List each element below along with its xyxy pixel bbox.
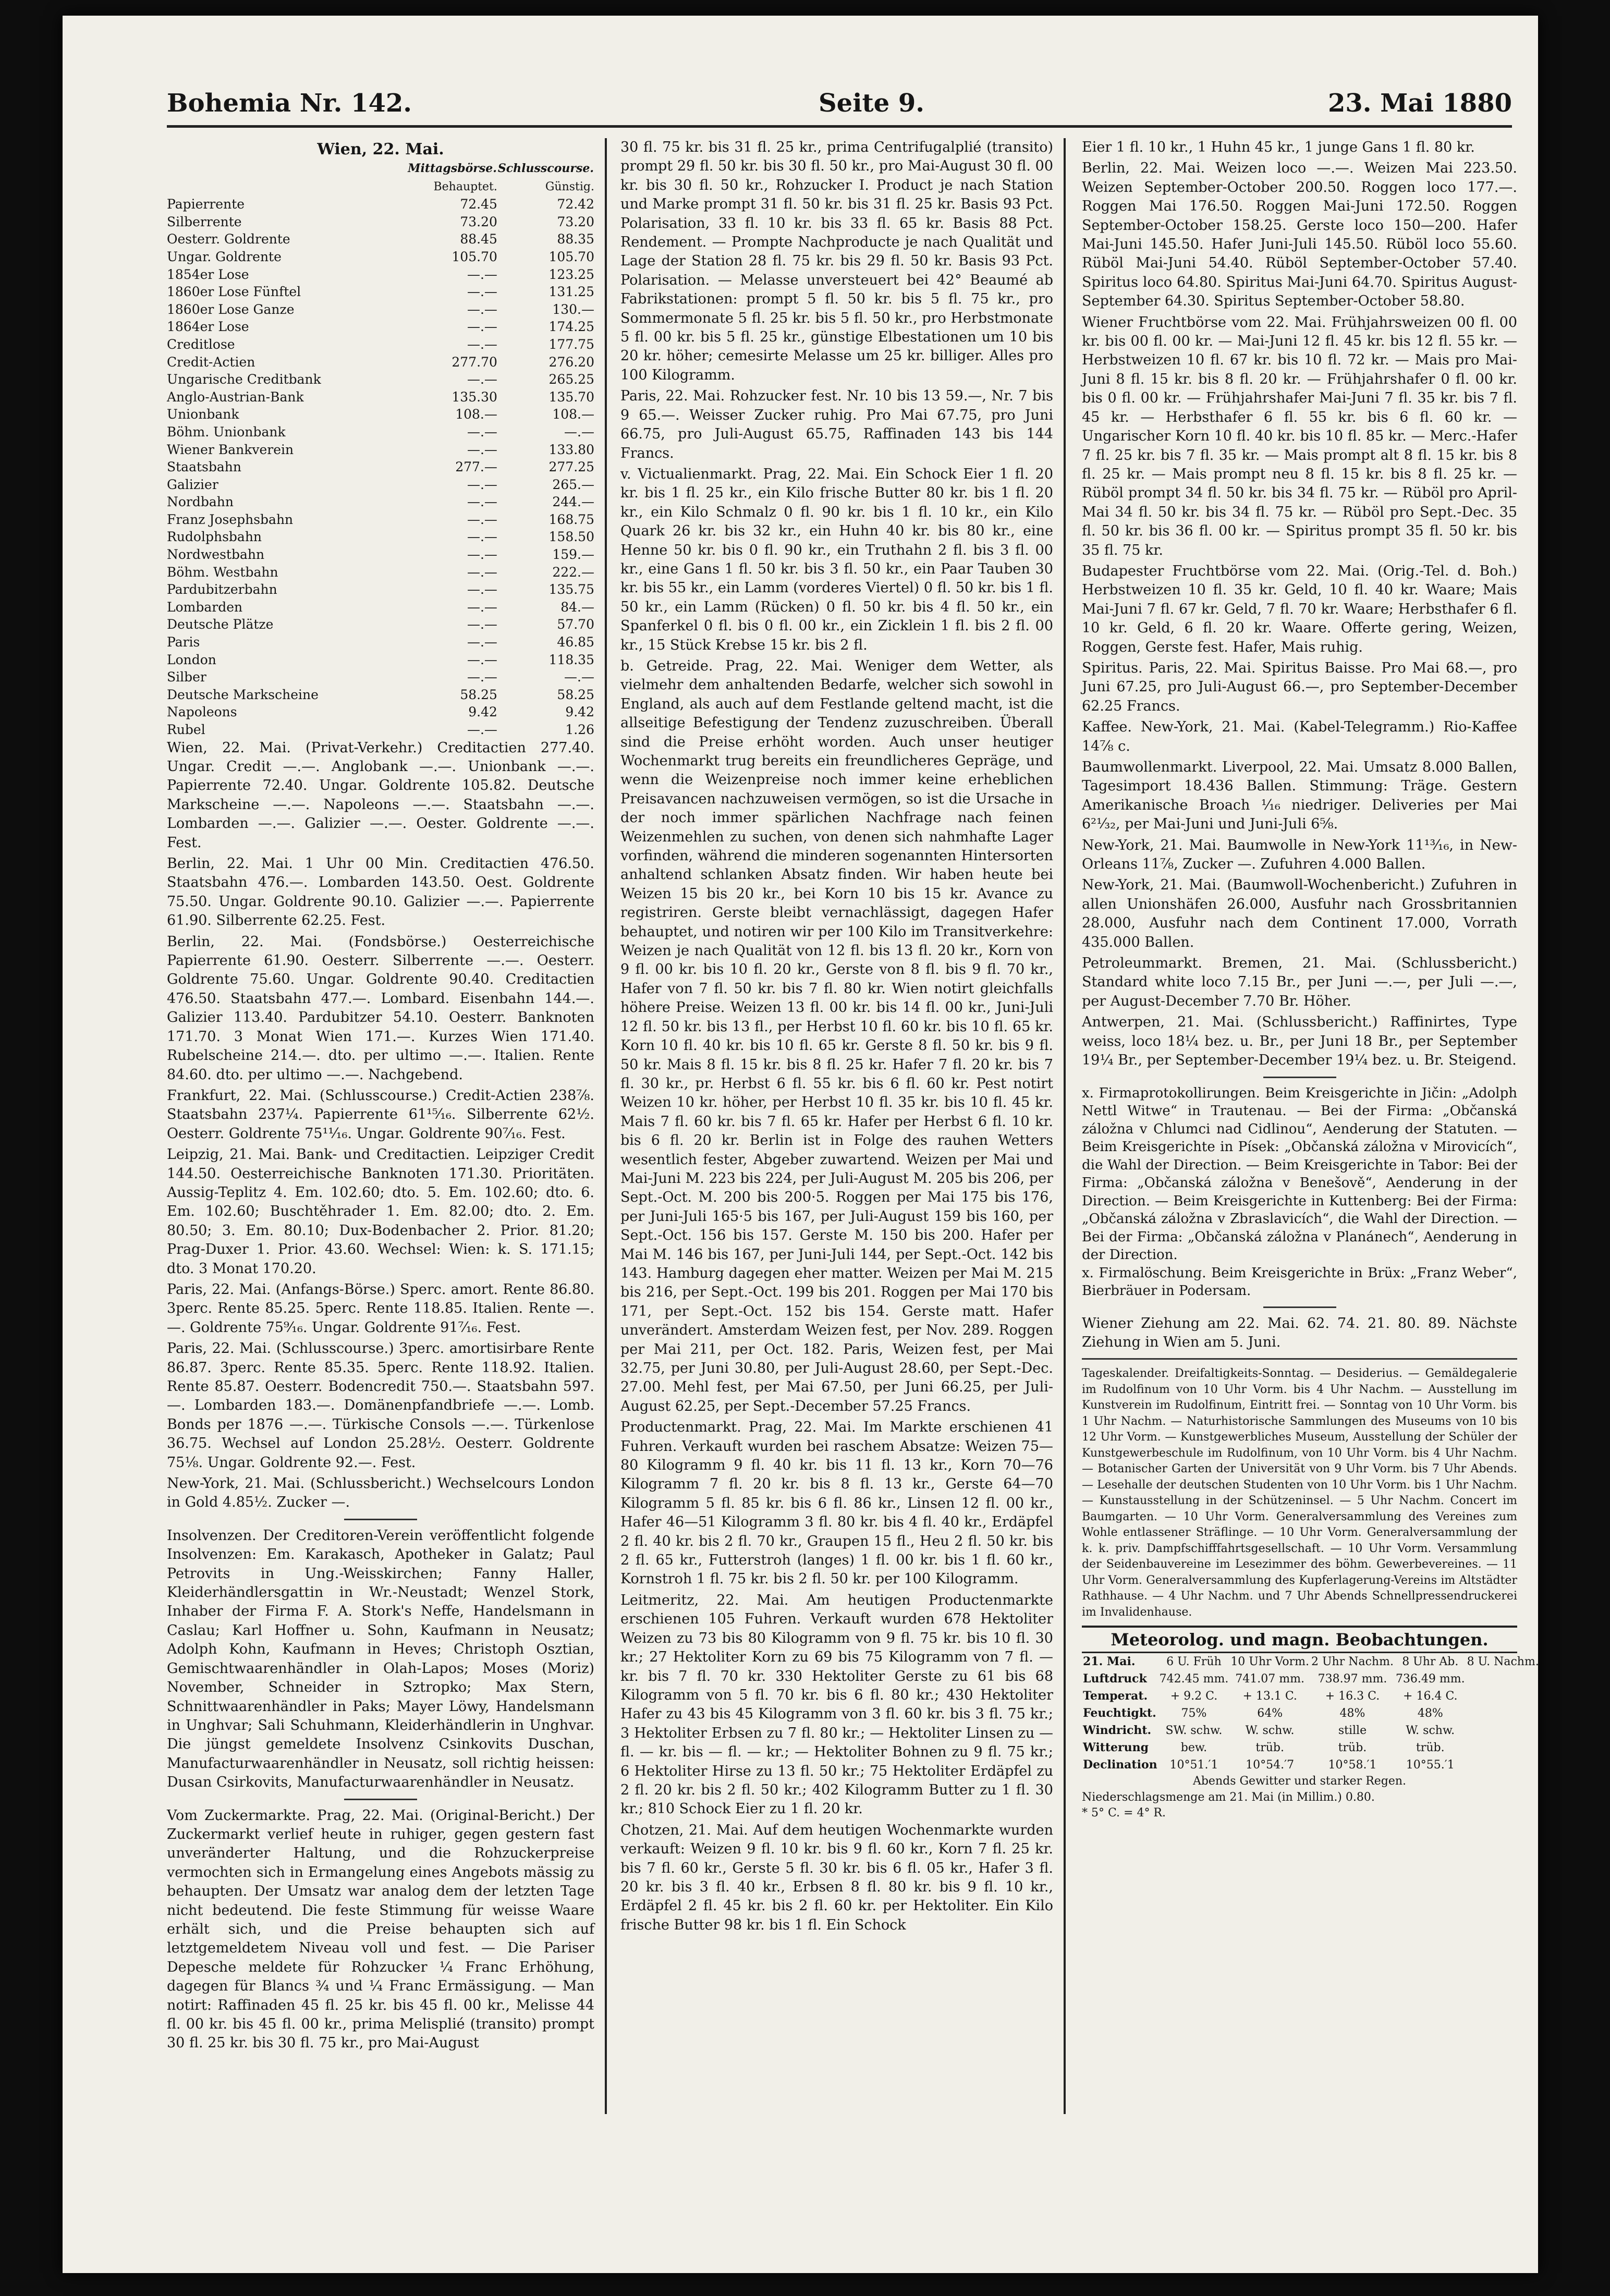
meteo-header-row [1082, 1653, 1540, 1670]
wiener-fruchtboerse: Wiener Fruchtbörse vom 22. Mai. Frühjahrsweizen 00 fl. 00 kr. bis 00 fl. 00 kr. — Mai-Juni 12 fl. 45 kr. bis 12 fl. 55 kr. — Herbstweizen 10 fl. 67 kr. bis 10 fl. 72 kr. — Mais pro Mai-Juni 8 fl. 15 kr. bis 8 fl. 20 kr. — Frühjahrshafer 0 fl. 00 kr. bis 0 fl. 00 kr. — Frühjahrshafer Mai-Juni 7 fl. 35 kr. bis 7 fl. 45 kr. — Herbsthafer 6 fl. 55 kr. bis 6 fl. 60 kr. — Ungarischer Korn 10 fl. 40 kr. bis 10 fl. 85 kr. — Merc.-Hafer 7 fl. 25 kr. bis 7 fl. 35 kr. — Mais prompt alt 8 fl. 15 kr. bis 8 fl. 25 kr. — Mais prompt neu 8 fl. 15 kr. bis 8 fl. 25 kr. — Rüböl prompt 34 fl. 50 kr. bis 34 fl. 75 kr. — Rüböl pro April-Mai 34 fl. 50 kr. bis 34 fl. 75 kr. — Rüböl pro Sept.-Dec. 35 fl. 50 kr. bis 36 fl. 00 kr. — Spiritus prompt 35 fl. 50 kr. bis 35 fl. 75 kr. [1082, 314, 1522, 558]
kurs-value: —.— [467, 336, 497, 352]
kurs-value: —.— [467, 442, 497, 457]
kurs-name: 1860er Lose Ganze [167, 301, 295, 317]
kurs-value: —.— [467, 599, 497, 615]
paragraph: Frankfurt, 22. Mai. (Schlusscourse.) Credit-Actien 238⅞. Staatsbahn 237¼. Papierrente 61¹⁵⁄₁₆. Silberrente 62½. Oesterr. Goldrente 75¹¹⁄₁₆. Ungar. Goldrente 90⁷⁄₁₆. Fest. [167, 1087, 599, 1142]
meteo-cell: bew. [1180, 1741, 1208, 1755]
kurs-value: —.— [467, 634, 497, 650]
kurs-value: 58.25 [557, 687, 594, 702]
divider [344, 1519, 417, 1520]
kurs-name: Silber [167, 669, 206, 685]
kurs-value: 244.— [552, 494, 594, 510]
kurs-row [167, 686, 594, 704]
kurs-name: 1860er Lose Fünftel [167, 284, 301, 300]
getreide-article: b. Getreide. Prag, 22. Mai. Weniger dem Wetter, als vielmehr dem anhaltenden Bedarfe, welcher sich sowohl in England, als auch auf dem Festlande geltend macht, ist die allseitige Befestigung der Tendenz zuzuschreiben. Überall sind die Preise erhöht worden. Auch unser heutiger Wochenmarkt trug bereits ein freundlicheres Gepräge, und wenn die Weizenpreise noch immer keine erheblichen Preisavancen nachzuweisen vermögen, so ist die Ursache in der noch immer spärlichen Nachfrage nach feinen Weizenmehlen zu suchen, von denen sich nahmhafte Lager vorfinden, während die minderen sogenannten Hintersorten anhaltend schlanken Absatz finden. Wir haben heute bei Weizen 15 bis 20 kr., bei Korn 10 bis 15 kr. Avance zu registriren. Gerste bleibt vernachlässigt, dagegen Hafer behauptet, und notiren wir per 100 Kilo im Transitverkehre: Weizen je nach Qualität von 12 fl. bis 13 fl. 20 kr., Korn von 9 fl. 00 kr. bis 10 fl. 20 kr., Gerste von 8 fl. bis 9 fl. 70 kr., Hafer von 7 fl. 50 kr. bis 7 fl. 80 kr. Wien notirt gleichfalls höhere Preise. Weizen 13 fl. 00 kr. bis 14 fl. 00 kr., Juni-Juli 12 fl. 50 kr. bis 13 fl., per Herbst 10 fl. 60 kr. bis 10 fl. 65 kr. Korn 10 fl. 40 kr. bis 10 fl. 65 kr. Gerste 8 fl. 50 kr. bis 9 fl. 50 kr. Mais 8 fl. 15 kr. bis 8 fl. 25 kr. Hafer 7 fl. 20 kr. bis 7 fl. 30 kr., pr. Herbst 6 fl. 55 kr. bis 6 fl. 60 kr. Pest notirt Weizen 10 kr. höher, per Herbst 10 fl. 35 kr. bis 10 fl. 45 kr. Mais 7 fl. 60 kr. bis 7 fl. 65 kr. Hafer per Herbst 6 fl. 10 kr. bis 6 fl. 20 kr. Berlin ist in Folge des rauhen Wetters wesentlich fester, Abgeber zuwartend. Weizen per Mai und Mai-Juni M. 223 bis 224, per Juli-August M. 205 bis 206, per Sept.-Oct. M. 200 bis 200·5. Roggen per Mai 175 bis 176, per Juni-Juli 165·5 bis 167, per Juli-August 159 bis 160, per Sept.-Oct. 156 bis 157. Gerste M. 150 bis 200. Hafer per Mai M. 146 bis 167, per Juni-Juli 144, per Sept.-Oct. 142 bis 143. Hamburg dagegen eher matter. Weizen per Mai M. 215 bis 216, per Sept.-Oct. 199 bis 201. Roggen per Mai 170 bis 171, per Sept.-Oct. 152 bis 154. Gerste matt. Hafer unverändert. Amsterdam Weizen fest, per Nov. 289. Roggen per Mai 211, per Oct. 182. Paris, Weizen fest, per Mai 32.75, per Juni 30.80, per Juli-August 28.60, per Sept.-Dec. 27.00. Mehl fest, per Mai 67.50, per Juni 66.25, per Juli-August 62.25, per Sept.-December 57.25 Francs. [620, 657, 1058, 1414]
meteo-cell [1466, 1739, 1540, 1756]
kurs-value: —.— [467, 547, 497, 563]
wien-head-right: Günstig. [545, 180, 594, 193]
kurs-value: 130.— [552, 301, 594, 317]
meteo-cell: 10°51.′1 [1169, 1758, 1218, 1772]
kurs-name: Böhm. Unionbank [167, 424, 286, 439]
kurs-value: 277.70 [452, 354, 497, 370]
kurs-value: —.— [467, 494, 497, 510]
kurs-value: 131.25 [548, 284, 594, 300]
budapester-fruchtboerse: Budapester Fruchtbörse vom 22. Mai. (Orig.-Tel. d. Boh.) Herbstweizen 10 fl. 35 kr. Geld, 10 fl. 40 kr. Waare; Mais Mai-Juni 7 fl. 67 kr. Geld, 7 fl. 70 kr. Waare; Herbsthafer 6 fl. 10 kr. Geld, 6 fl. 20 kr. Waare. Offerte gering, Weizen, Roggen, Gerste fest. Hafer, Mais ruhig. [1082, 563, 1522, 655]
footnote: * 5° C. = 4° R. [1082, 1806, 1166, 1820]
kurs-value: 72.42 [557, 197, 594, 212]
paragraph: Leipzig, 21. Mai. Bank- und Creditactien. Leipziger Credit 144.50. Oesterreichische Banknoten 171.30. Prioritäten. Aussig-Teplitz 4. Em. 102.60; dto. 5. Em. 102.60; dto. 6. Em. 102.60; Buschtěhrader 1. Em. 82.00; dto. 2. Em. 80.50; 3. Em. 80.10; Dux-Bodenbacher 2. Prior. 81.20; Prag-Duxer 1. Prior. 43.60. Wechsel: Wien: k. S. 171.15; dto. 3 Monat 170.20. [167, 1146, 599, 1277]
kurs-value: 276.20 [548, 354, 594, 370]
paragraph: Berlin, 22. Mai. (Fondsbörse.) Oesterreichische Papierrente 61.90. Oesterr. Silberrente —.—. Oesterr. Goldrente 75.60. Ungar. Goldrente 90.40. Creditactien 476.50. Staatsbahn 477.—. Lombard. Eisenbahn 144.—. Galizier 113.40. Pardubitzer 54.10. Oesterr. Banknoten 171.70. 3 Monat Wien 171.—. Kurzes Wien 171.40. Rubelscheine 214.—. dto. per ultimo —.—. Italien. Rente 84.60. dto. per ultimo —.—. Nachgebend. [167, 933, 599, 1083]
kurs-row [167, 581, 594, 599]
paragraph: Paris, 22. Mai. (Anfangs-Börse.) Sperc. amort. Rente 86.80. 3perc. Rente 85.25. 5perc. Rente 118.85. Italien. Rente —.—. Goldrente 75⁹⁄₁₆. Ungar. Goldrente 91⁷⁄₁₆. Fest. [167, 1281, 599, 1336]
kurs-value: —.— [467, 652, 497, 667]
kurs-name: Ungarische Creditbank [167, 372, 321, 387]
kurs-row [167, 651, 594, 669]
masthead-issue: Bohemia Nr. 142. [167, 89, 412, 118]
kurs-value: 222.— [552, 564, 594, 580]
meteo-rows [1082, 1670, 1540, 1774]
kurs-value: 9.42 [468, 704, 497, 720]
kurs-row [167, 196, 594, 213]
kurs-value: 118.35 [548, 652, 594, 667]
kurs-row [167, 423, 594, 441]
kurs-name: Silberrente [167, 214, 242, 229]
kurs-row [167, 371, 594, 388]
kurs-value: 58.25 [460, 687, 497, 702]
kurs-row [167, 336, 594, 353]
kurs-value: 135.30 [452, 389, 497, 405]
meteo-cell: 742.45 mm. [1159, 1672, 1229, 1686]
productenmarkt: Productenmarkt. Prag, 22. Mai. Im Markte erschienen 41 Fuhren. Verkauft wurden bei raschem Absatze: Weizen 75—80 Kilogramm 9 fl. 40 kr. bis 11 fl. 13 kr., Korn 70—76 Kilogramm 7 fl. 20 kr. bis 8 fl. 13 kr., Gerste 64—70 Kilogramm 5 fl. 85 kr. bis 6 fl. 86 kr., Linsen 12 fl. 00 kr., Hafer 46—51 Kilogramm 3 fl. 80 kr. bis 4 fl. 40 kr., Erdäpfel 2 fl. 40 kr. bis 2 fl. 70 kr., Graupen 15 fl., Heu 2 fl. 50 kr. bis 2 fl. 65 kr., Futterstroh (langes) 1 fl. 00 kr. bis 1 fl. 60 kr., Kornstroh 1 fl. 75 kr. bis 2 fl. 50 kr. per 100 Kilogramm. [620, 1419, 1058, 1587]
kurs-value: —.— [467, 372, 497, 387]
meteo-cell: Windricht. [1083, 1724, 1152, 1738]
kurs-row [167, 213, 594, 231]
kurs-name: Böhm. Westbahn [167, 564, 278, 580]
meteo-cell: stille [1338, 1724, 1367, 1738]
kurs-row [167, 406, 594, 423]
kurs-name: 1864er Lose [167, 319, 249, 335]
kurs-row [167, 441, 594, 459]
kurs-value: —.— [467, 284, 497, 300]
kurs-row [167, 599, 594, 616]
meteo-cell: W. schw. [1406, 1724, 1455, 1738]
meteo-cell: + 16.4 C. [1403, 1690, 1458, 1703]
meteo-cell: Declination [1083, 1758, 1157, 1772]
masthead-date: 23. Mai 1880 [1328, 89, 1512, 118]
kurs-value: —.— [467, 301, 497, 317]
kurs-value: 88.35 [557, 231, 594, 247]
kurs-value: 135.70 [548, 389, 594, 405]
kurs-name: Creditlose [167, 336, 235, 352]
kurs-value: 265.25 [548, 372, 594, 387]
divider [1263, 1306, 1336, 1308]
paragraph: Paris, 22. Mai. (Schlusscourse.) 3perc. amortisirbare Rente 86.87. 3perc. Rente 85.35. 5perc. Rente 118.92. Italien. Rente 85.87. Oesterr. Bodencredit 750.—. Staatsbahn 597.—. Lombarden 183.—. Domänenpfandbriefe —.—. Lomb. Bonds per 1876 —.—. Türkische Consols —.—. Türkenlose 36.75. Wechsel auf London 25.28½. Oesterr. Goldrente 75⅛. Ungar. Goldrente 92.—. Fest. [167, 1340, 599, 1471]
meteo-cell: + 13.1 C. [1242, 1690, 1297, 1703]
kurs-name: Rudolphsbahn [167, 529, 262, 545]
divider [1263, 1077, 1336, 1078]
kurs-value: —.— [467, 669, 497, 685]
kurs-value: 88.45 [460, 231, 497, 247]
kurs-value: —.— [467, 617, 497, 632]
baumwollenmarkt: Baumwollenmarkt. Liverpool, 22. Mai. Umsatz 8.000 Ballen, Tagesimport 18.436 Ballen. Stimmung: Träge. Gestern Amerikanische Broach ⅟₁₆ niedriger. Deliveries per Mai 6²¹⁄₃₂, per Mai-Juni und Juni-Juli 6⅝. [1082, 759, 1522, 833]
meteo-head-cell: 2 Uhr Nachm. [1311, 1655, 1394, 1669]
tageskalender: Tageskalender. Dreifaltigkeits-Sonntag. — Desiderius. — Gemäldegalerie im Rudolfinum von 10 Uhr Vorm. bis 4 Uhr Nachm. — Ausstellung im Kunstverein im Rudolfinum, Eintritt frei. — Sonntag von 10 Uhr Vorm. bis 1 Uhr Nachm. — Naturhistorische Sammlungen des Museums von 10 bis 12 Uhr Vorm. — Kunstgewerbliches Museum, Ausstellung der Schüler der Kunstgewerbeschule im Rudolfinum, von 10 Uhr Vorm. bis 4 Uhr Nachm. — Botanischer Garten der Universität von 9 Uhr Vorm. bis 7 Uhr Abends. — Lesehalle der deutschen Studenten von 10 Uhr Vorm. bis 1 Uhr Nachm. — Kunstausstellung in der Schützeninsel. — 5 Uhr Nachm. Concert im Baumgarten. — 10 Uhr Vorm. Generalversammlung des Vereines zum Wohle entlassener Sträflinge. — 10 Uhr Vorm. Generalversammlung der k. k. priv. Dampfschifffahrtsgesellschaft. — 10 Uhr Vorm. Versammlung der Seidenbauvereine im Lesezimmer des böhm. Gewerbevereines. — 11 Uhr Vorm. Generalversammlung des Kupferlagerung-Vereins im Altstädter Rathhause. — 4 Uhr Nachm. und 7 Uhr Abends Schnellpressendruckerei im Invalidenhause. [1082, 1367, 1521, 1619]
meteo-cell [1466, 1705, 1540, 1722]
newyork-baumwolle: New-York, 21. Mai. Baumwolle in New-York 11¹³⁄₁₆, in New-Orleans 11⅞, Zucker —. Zufuhren 4.000 Ballen. [1082, 837, 1517, 873]
kurs-name: Nordbahn [167, 494, 234, 510]
kurs-value: 133.80 [548, 442, 594, 457]
kurs-value: —.— [467, 477, 497, 492]
kurs-name: Credit-Actien [167, 354, 255, 370]
kurs-row [167, 266, 594, 284]
kurs-row [167, 564, 594, 581]
meteo-cell: Temperat. [1083, 1689, 1148, 1703]
kurs-value: 1.26 [565, 722, 594, 737]
kurs-value: 46.85 [557, 634, 594, 650]
paragraph: Berlin, 22. Mai. 1 Uhr 00 Min. Creditactien 476.50. Staatsbahn 476.—. Lombarden 143.50. Oest. Goldrente 75.50. Ungar. Goldrente 90.10. Galizier —.—. Papierrente 61.90. Silberrente 62.25. Fest. [167, 856, 599, 929]
meteo-cell: + 16.3 C. [1325, 1690, 1380, 1703]
kurs-value: 105.70 [548, 249, 594, 264]
meteo-cell [1466, 1688, 1540, 1705]
meteo-cell: 48% [1339, 1707, 1365, 1720]
kurs-row [167, 721, 594, 739]
meteo-cell: trüb. [1338, 1741, 1367, 1755]
column-2 [620, 138, 1058, 2119]
meteo-cell: trüb. [1416, 1741, 1445, 1755]
kurs-name: Rubel [167, 722, 205, 737]
meteo-cell: 738.97 mm. [1318, 1672, 1387, 1686]
kurs-row [167, 511, 594, 529]
kurs-name: Pardubitzerbahn [167, 582, 277, 597]
meteo-cell: 64% [1257, 1707, 1283, 1720]
wien-sub-right: Schlusscourse. [497, 162, 594, 175]
kurs-row [167, 546, 594, 564]
meteo-cell: 736.49 mm. [1395, 1672, 1465, 1686]
kurs-row [167, 633, 594, 651]
kurs-name: Wiener Bankverein [167, 442, 294, 457]
meteo-row [1082, 1705, 1540, 1722]
kurs-value: —.— [467, 511, 497, 527]
kurs-name: Lombarden [167, 599, 243, 615]
kurs-value: —.— [467, 564, 497, 580]
column-1 [167, 138, 599, 2109]
kurs-row [167, 230, 594, 248]
meteo-cell [1466, 1670, 1540, 1688]
kurs-row [167, 318, 594, 336]
zucker-article: Vom Zuckermarkte. Prag, 22. Mai. (Original-Bericht.) Der Zuckermarkt verlief heute in ruhiger, gegen gestern fast unveränderter Haltung, und die Rohzuckerpreise vermochten sich in Ermangelung eines Angebots mässig zu behaupten. Der Umsatz war analog dem der letzten Tage nicht bedeutend. Die feste Stimmung für weisse Waare erhält sich, und die Preise behaupten sich auf letztgemeldetem Niveau voll und fest. — Die Pariser Depesche meldete für Rohzucker ¼ Franc Erhöhung, dagegen für Blancs ¾ und ¼ Franc Ermässigung. — Man notirt: Raffinaden 45 fl. 25 kr. bis 45 fl. 00 kr., Melisse 44 fl. 00 kr. bis 45 fl. 00 kr., prima Melisplié (transito) prompt 30 fl. 25 kr. bis 30 fl. 75 kr., pro Mai-August [167, 1807, 599, 2051]
meteo-table [1082, 1653, 1540, 1774]
kurs-name: Papierrente [167, 197, 245, 212]
kurs-value: —.— [467, 529, 497, 545]
meteo-head-cell: 10 Uhr Vorm. [1230, 1655, 1310, 1669]
paragraph: New-York, 21. Mai. (Schlussbericht.) Wechselcours London in Gold 4.85½. Zucker —. [167, 1475, 599, 1511]
kaffee: Kaffee. New-York, 21. Mai. (Kabel-Telegramm.) Rio-Kaffee 14⅞ c. [1082, 719, 1522, 754]
kurs-value: 159.— [552, 547, 594, 563]
kurs-row [167, 528, 594, 546]
firmenloeschung: x. Firmalöschung. Beim Kreisgerichte in Brüx: „Franz Weber“, Bierbräuer in Podersam. [1082, 1265, 1522, 1299]
spiritus: Spiritus. Paris, 22. Mai. Spiritus Baisse. Pro Mai 68.—, pro Juni 67.25, pro Juli-August 66.—, pro September-December 62.25 Francs. [1082, 660, 1522, 714]
kurs-value: 105.70 [452, 249, 497, 264]
wiener-ziehung: Wiener Ziehung am 22. Mai. 62. 74. 21. 80. 89. Nächste Ziehung in Wien am 5. Juni. [1082, 1315, 1522, 1350]
meteo-row [1082, 1739, 1540, 1756]
meteo-row [1082, 1756, 1540, 1774]
meteo-head-cell: 8 Uhr Ab. [1402, 1655, 1459, 1669]
meteo-cell: 10°54.′7 [1246, 1758, 1295, 1772]
meteo-note: Abends Gewitter und starker Regen. [1192, 1775, 1407, 1788]
kurs-name: London [167, 652, 216, 667]
kurs-name: Oesterr. Goldrente [167, 231, 290, 247]
kurs-name: Staatsbahn [167, 459, 241, 475]
kurs-value: —.— [564, 424, 594, 439]
zucker-article-cont: 30 fl. 75 kr. bis 31 fl. 25 kr., prima Centrifugalplié (transito) prompt 29 fl. 50 kr. bis 30 fl. 50 kr., pro Mai-August 30 fl. 00 kr. bis 30 fl. 50 kr., Rohzucker I. Product je nach Station und Marke prompt 31 fl. 50 kr. bis 31 fl. 25 kr. Basis 93 Pct. Polarisation, 33 fl. 10 kr. bis 33 fl. 65 kr. Basis 88 Pct. Rendement. — Prompte Nachproducte je nach Qualität und Lage der Station 28 fl. 75 kr. bis 29 fl. 50 kr. Basis 93 Pct. Polarisation. — Melasse unversteuert bei 42° Beaumé ab Fabrikstationen: prompt 5 fl. 50 kr. bis 5 fl. 75 kr., pro Sommermonate 5 fl. 25 kr. bis 5 fl. 50 kr., pro Herbstmonate 5 fl. 00 kr. bis 5 fl. 25 kr., günstige Elbestationen um 10 bis 20 kr. höher; cemesirte Melasse um 25 kr. billiger. Alles pro 100 Kilogramm. [620, 139, 1058, 383]
meteo-cell: 10°58.′1 [1328, 1758, 1377, 1772]
paragraph: Wien, 22. Mai. (Privat-Verkehr.) Creditactien 277.40. Ungar. Credit —.—. Anglobank —.—. Unionbank —.—. Papierrente 72.40. Ungar. Goldrente 105.82. Deutsche Markscheine —.—. Napoleons —.—. Staatsbahn —.—. Lombarden —.—. Galizier —.—. Oester. Goldrente —.—. Fest. [167, 739, 599, 851]
kurs-name: Ungar. Goldrente [167, 249, 282, 264]
kurs-name: Deutsche Markscheine [167, 687, 319, 702]
kurs-row [167, 476, 594, 494]
kurs-value: 277.25 [548, 459, 594, 475]
kurs-row [167, 616, 594, 633]
antwerpen: Antwerpen, 21. Mai. (Schlussbericht.) Raffinirtes, Type weiss, loco 18¼ bez. u. Br., per Juni 18 Br., per September 19¼ Br., per September-December 19¼ bez. u. Br. Steigend. [1082, 1014, 1522, 1069]
kurs-name: Anglo-Austrian-Bank [167, 389, 304, 405]
kurs-row [167, 248, 594, 266]
leitmeritz-article: Leitmeritz, 22. Mai. Am heutigen Productenmarkte erschienen 105 Fuhren. Verkauft wurden 678 Hektoliter Weizen zu 73 bis 80 Kilogramm von 9 fl. 75 kr. bis 10 fl. 30 kr.; 27 Hektoliter Korn zu 69 bis 75 Kilogramm von 7 fl. — kr. bis 7 fl. 70 kr. 330 Hektoliter Gerste zu 61 bis 68 Kilogramm von 5 fl. 70 kr. bis 6 fl. 80 kr.; 430 Hektoliter Hafer zu 43 bis 45 Kilogramm von 3 fl. 60 kr. bis 3 fl. 75 kr.; 3 Hektoliter Erbsen zu 7 fl. 80 kr.; — Hektoliter Linsen zu — fl. — kr. bis — fl. — kr.; — Hektoliter Bohnen zu 9 fl. 75 kr.; 6 Hektoliter Hirse zu 13 fl. 50 kr.; 75 Hektoliter Erdäpfel zu 2 fl. 20 kr. bis 2 fl. 50 kr.; 402 Kilogramm Butter zu 1 fl. 30 kr.; 810 Schock Eier zu 1 fl. 20 kr. [620, 1592, 1058, 1817]
wien-kurs-table [167, 160, 594, 739]
meteo-row [1082, 1670, 1540, 1688]
column-rule [1064, 138, 1066, 2114]
kurs-name: Nordwestbahn [167, 547, 265, 563]
kurs-value: 57.70 [557, 617, 594, 632]
meteo-cell: W. schw. [1245, 1724, 1295, 1738]
kurs-row [167, 668, 594, 686]
kurs-value: —.— [467, 582, 497, 597]
meteo-cell: 741.07 mm. [1235, 1672, 1304, 1686]
kurs-name: Napoleons [167, 704, 237, 720]
victualienmarkt: v. Victualienmarkt. Prag, 22. Mai. Ein Schock Eier 1 fl. 20 kr. bis 1 fl. 25 kr., ein Kilo frische Butter 80 kr. bis 1 fl. 20 kr., ein Kilo Schmalz 0 fl. 90 kr. bis 1 fl. 10 kr., ein Kilo Quark 26 kr. bis 32 kr., ein Huhn 40 kr. bis 80 kr., eine Henne 50 kr. bis 0 fl. 90 kr., ein Truthahn 2 fl. bis 3 fl. 00 kr., eine Gans 1 fl. 50 kr. bis 3 fl. 50 kr., ein Paar Tauben 30 kr. bis 55 kr., ein Lamm (vorderes Viertel) 0 fl. 50 kr. bis 1 fl. 50 kr., ein Lamm (Rücken) 0 fl. 50 kr. bis 4 fl. 50 kr., ein Spanferkel 0 fl. bis 0 fl. 00 kr., ein Zicklein 1 fl. bis 2 fl. 00 kr., 15 Stück Krebse 15 kr. bis 2 fl. [620, 466, 1058, 653]
kurs-name: Galizier [167, 477, 218, 492]
kurs-value: 177.75 [548, 336, 594, 352]
kurs-value: 123.25 [548, 266, 594, 282]
meteo-cell: SW. schw. [1165, 1724, 1223, 1738]
kurs-name: Paris [167, 634, 200, 650]
insolvenzen-article: Insolvenzen. Der Creditoren-Verein veröffentlicht folgende Insolvenzen: Em. Karakasch, Apotheker in Galatz; Paul Petrovits in Ung.-Weisskirchen; Fanny Haller, Kleiderhändlersgattin in Wr.-Neustadt; Wenzel Stork, Inhaber der Firma F. A. Stork's Neffe, Handelsmann in Caslau; Karl Hoffner u. Sohn, Kaufmann in Neusatz; Adolph Kohn, Kaufmann in Heves; Christoph Osztian, Gemischtwaarenhändler in Olah-Lapos; Moses (Moriz) November, Schneider in Sztropko; Max Stern, Schnittwaarenhändler in Paks; Mayer Löwy, Handelsmann in Unghvar; Sali Schuhmann, Kleiderhändlerin in Unghvar. Die jüngst gemeldete Insolvenz Csinkovits Duschan, Manufacturwaarenhändler in Neusatz, soll richtig heissen: Dusan Csirkovits, Manufacturwaarenhändler in Neusatz. [167, 1527, 599, 1791]
kurs-value: 265.— [552, 477, 594, 492]
berlin-getreide: Berlin, 22. Mai. Weizen loco —.—. Weizen Mai 223.50. Weizen September-October 200.50. Roggen loco 177.—. Roggen Mai 176.50. Roggen Mai-Juni 172.50. Roggen September-October 158.25. Gerste loco 150—200. Hafer Mai-Juni 145.50. Hafer Juni-Juli 145.50. Rüböl loco 55.60. Rüböl Mai-Juni 54.40. Rüböl September-October 57.40. Spiritus loco 64.80. Spiritus Mai-Juni 64.70. Spiritus August-September 64.30. Spiritus September-October 58.80. [1082, 160, 1522, 310]
paris-zucker: Paris, 22. Mai. Rohzucker fest. Nr. 10 bis 13 59.—, Nr. 7 bis 9 65.—. Weisser Zucker ruhig. Pro Mai 67.75, pro Juni 66.75, pro Juli-August 65.75, Raffinaden 143 bis 144 Francs. [620, 388, 1058, 461]
kurs-row [167, 493, 594, 511]
kurs-value: 135.75 [548, 582, 594, 597]
kurs-value: —.— [467, 424, 497, 439]
meteo-cell [1466, 1722, 1540, 1739]
meteo-cell: 75% [1181, 1707, 1207, 1720]
petroleummarkt: Petroleummarkt. Bremen, 21. Mai. (Schlussbericht.) Standard white loco 7.15 Br., per Juni —.—, per Juli —.—, per August-December 7.70 Br. Höher. [1082, 955, 1522, 1009]
kurs-row [167, 283, 594, 301]
kurs-value: 9.42 [565, 704, 594, 720]
meteo-head-cell: 8 U. Nachm. [1467, 1655, 1539, 1669]
wien-sub-left: Mittagsbörse. [408, 162, 497, 175]
meteo-title: Meteorolog. und magn. Beobachtungen. [1082, 1626, 1517, 1653]
wien-title: Wien, 22. Mai. [317, 140, 444, 158]
meteo-row [1082, 1722, 1540, 1739]
kurs-value: 277.— [455, 459, 497, 475]
kurs-value: —.— [467, 266, 497, 282]
kurs-value: 108.— [455, 407, 497, 422]
wien-head-left: Behauptet. [433, 180, 497, 193]
kurs-row [167, 458, 594, 476]
kurs-value: 168.75 [548, 511, 594, 527]
newyork-wochenbericht: New-York, 21. Mai. (Baumwoll-Wochenbericht.) Zufuhren in allen Unionshäfen 26.000, Ausfuhr nach Grossbritannien 28.000, Ausfuhr nach dem Continent 17.000, Vorrath 435.000 Ballen. [1082, 877, 1522, 950]
niederschlag: Niederschlagsmenge am 21. Mai (in Millim.) 0.80. [1082, 1790, 1375, 1804]
kurs-value: 174.25 [548, 319, 594, 335]
kurs-value: —.— [467, 319, 497, 335]
meteo-head-cell: 6 U. Früh [1166, 1655, 1222, 1669]
masthead-page-number: Seite 9. [819, 89, 924, 118]
kurs-rows [167, 196, 594, 738]
kurs-value: 108.— [552, 407, 594, 422]
meteo-cell: Witterung [1083, 1741, 1149, 1755]
kurs-name: Unionbank [167, 407, 239, 422]
kurs-value: 73.20 [460, 214, 497, 229]
meteo-cell [1466, 1756, 1540, 1774]
kurs-row [167, 353, 594, 371]
meteo-cell: 10°55.′1 [1406, 1758, 1455, 1772]
masthead [167, 78, 1512, 128]
kurs-name: 1854er Lose [167, 266, 249, 282]
meteo-cell: Feuchtigkt. [1083, 1706, 1156, 1720]
kurs-value: 73.20 [557, 214, 594, 229]
eier-cont: Eier 1 fl. 10 kr., 1 Huhn 45 kr., 1 junge Gans 1 fl. 80 kr. [1082, 139, 1475, 155]
meteo-cell: + 9.2 C. [1170, 1690, 1218, 1703]
kurs-value: 84.— [560, 599, 594, 615]
meteo-head-cell: 21. Mai. [1083, 1655, 1136, 1669]
divider [1082, 1358, 1517, 1360]
meteo-row [1082, 1688, 1540, 1705]
column-rule [605, 138, 607, 2114]
kurs-value: —.— [467, 722, 497, 737]
column-3 [1082, 138, 1539, 2109]
meteo-cell: Luftdruck [1083, 1672, 1147, 1686]
kurs-row [167, 388, 594, 406]
divider [344, 1799, 417, 1800]
kurs-name: Franz Josephsbahn [167, 511, 294, 527]
kurs-row [167, 703, 594, 721]
newspaper-page [63, 16, 1538, 2273]
kurs-name: Deutsche Plätze [167, 617, 274, 632]
meteo-cell: trüb. [1255, 1741, 1284, 1755]
firmenprotokollirungen: x. Firmaprotokollirungen. Beim Kreisgerichte in Jičin: „Adolph Nettl Witwe“ in Trautenau. — Bei der Firma: „Občanská záložna v Chlumci nad Cidlinou“, Aenderung der Statuten. — Beim Kreisgerichte in Písek: „Občanská záložna v Mirovicích“, die Wahl der Direction. — Beim Kreisgerichte in Tabor: Bei der Firma: „Občanská záložna v Benešově“, Aenderung in der Direction. — Beim Kreisgerichte in Kuttenberg: Bei der Firma: „Občanská záložna v Zbraslavicích“, die Wahl der Direction. — Bei der Firma: „Občanská záložna v Planánech“, Aenderung in der Direction. [1082, 1085, 1522, 1263]
chotzen-article: Chotzen, 21. Mai. Auf dem heutigen Wochenmarkte wurden verkauft: Weizen 9 fl. 10 kr. bis 9 fl. 60 kr., Korn 7 fl. 25 kr. bis 7 fl. 60 kr., Gerste 5 fl. 30 kr. bis 6 fl. 05 kr., Hafer 3 fl. 20 kr. bis 3 fl. 40 kr., Erbsen 8 fl. 80 kr. bis 9 fl. 10 kr., Erdäpfel 2 fl. 45 kr. bis 2 fl. 60 kr. per Hektoliter. Ein Kilo frische Butter 98 kr. bis 1 fl. Ein Schock [620, 1822, 1058, 1933]
kurs-value: 158.50 [548, 529, 594, 545]
kurs-row [167, 301, 594, 319]
kurs-value: —.— [564, 669, 594, 685]
meteo-cell: 48% [1417, 1707, 1443, 1720]
kurs-value: 72.45 [460, 197, 497, 212]
